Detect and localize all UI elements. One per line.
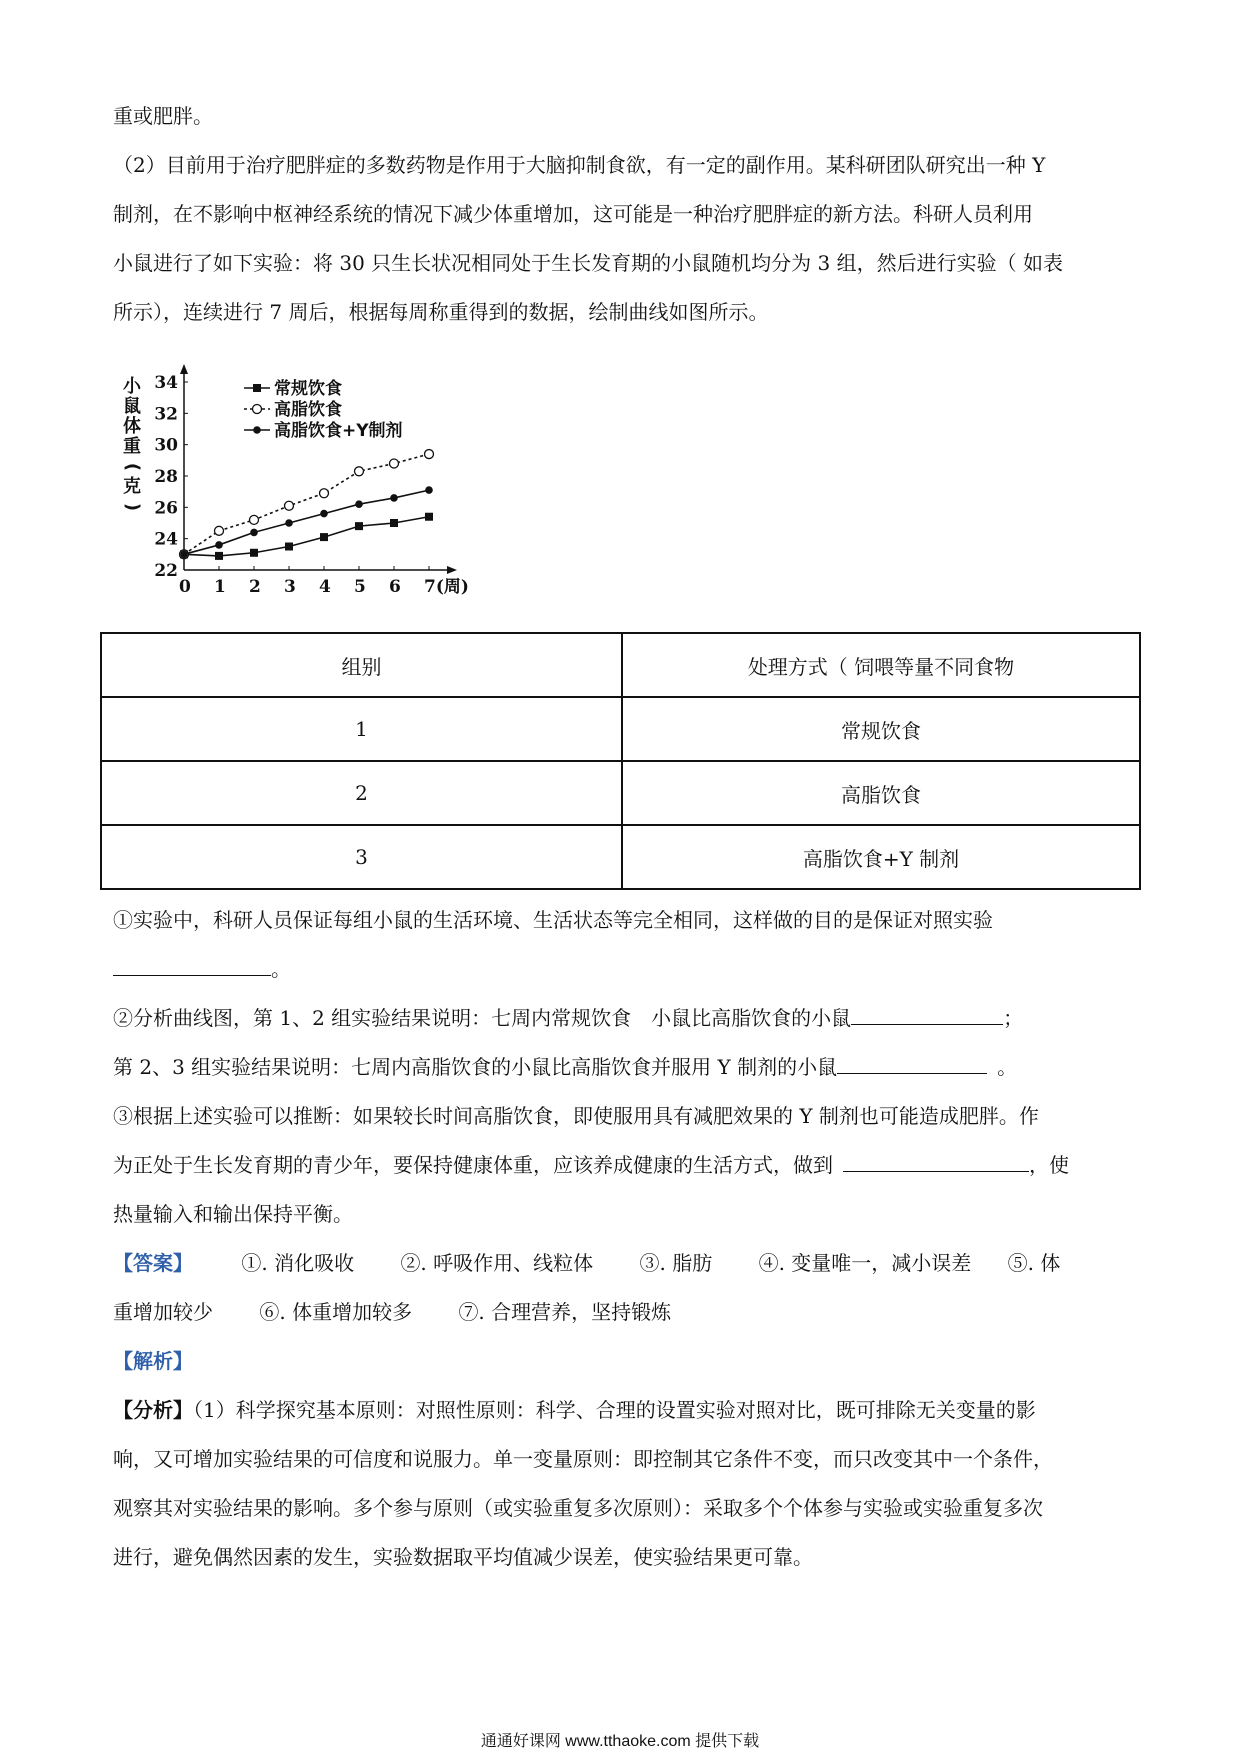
- data-point: [425, 486, 433, 494]
- data-point: [253, 384, 261, 392]
- series-line: [184, 454, 429, 554]
- answer-blank[interactable]: [113, 953, 271, 976]
- analysis-subtag: 【分析】: [113, 1398, 193, 1422]
- data-point: [390, 519, 398, 527]
- y-tick-label: 24: [154, 529, 178, 550]
- answer-item: ⑦. 合理营养，坚持锻炼: [458, 1300, 672, 1324]
- x-tick-label: 0: [179, 577, 191, 597]
- legend-label: 高脂饮食: [274, 400, 342, 420]
- answer-tag: 【答案】: [113, 1251, 193, 1275]
- analysis-line: [113, 1386, 1129, 1435]
- data-point: [320, 533, 328, 541]
- table-cell: 高脂饮食: [622, 761, 1140, 825]
- data-point: [215, 552, 223, 560]
- y-axis-label-char: ): [122, 502, 143, 512]
- data-point: [285, 543, 293, 551]
- y-tick-label: 34: [154, 373, 178, 393]
- y-tick-label: 28: [154, 467, 178, 487]
- y-axis-label-char: 重: [123, 436, 141, 457]
- answer-item: ②. 呼吸作用、线粒体: [400, 1251, 594, 1275]
- data-point: [355, 522, 363, 530]
- table-cell: 1: [101, 697, 622, 761]
- y-tick-label: 30: [154, 435, 178, 456]
- table-cell: 高脂饮食+Y 制剂: [622, 825, 1140, 889]
- answer-blank[interactable]: [843, 1149, 1029, 1172]
- table-row: [101, 697, 1140, 761]
- y-tick-label: 22: [154, 561, 178, 581]
- data-point: [425, 450, 434, 459]
- data-point: [390, 459, 399, 468]
- answer-line: [113, 1239, 1129, 1288]
- answer-item: ⑤. 体: [1007, 1251, 1061, 1275]
- data-point: [253, 426, 261, 434]
- punctuation: ，使: [1029, 1153, 1069, 1177]
- y-axis-label-char: 体: [123, 416, 141, 437]
- y-axis-label-char: (: [122, 462, 143, 472]
- data-point: [250, 529, 258, 537]
- data-point: [285, 501, 294, 510]
- table-header-cell: 组别: [101, 633, 622, 697]
- y-axis-label-char: 克: [123, 476, 141, 497]
- y-tick-label: 26: [154, 498, 178, 519]
- question-text: 为正处于生长发育期的青少年，要保持健康体重，应该养成健康的生活方式，做到: [113, 1153, 833, 1177]
- data-point: [250, 549, 258, 557]
- weight-line-chart: [118, 360, 478, 615]
- answer-blank[interactable]: [851, 1002, 1003, 1025]
- question-line: [113, 1141, 1129, 1190]
- answer-item: ①. 消化吸收: [241, 1251, 355, 1275]
- answer-item: ④. 变量唯一，减小误差: [758, 1251, 972, 1275]
- table-cell: 2: [101, 761, 622, 825]
- question-line: ①实验中，科研人员保证每组小鼠的生活环境、生活状态等完全相同，这样做的目的是保证对照实验: [113, 908, 993, 932]
- experiment-table: [100, 632, 1141, 890]
- text-line: 小鼠进行了如下实验：将 30 只生长状况相同处于生长发育期的小鼠随机均分为 3 组，然后进行实验（ 如表: [113, 251, 1063, 275]
- analysis-text: （1）科学探究基本原则：对照性原则：科学、合理的设置实验对照对比，既可排除无关变量的影: [193, 1398, 1036, 1422]
- x-tick-label: 2: [249, 577, 261, 597]
- answer-blank[interactable]: [837, 1051, 987, 1074]
- x-tick-label: 7(周): [424, 577, 469, 597]
- answer-item: 重增加较少: [113, 1300, 213, 1324]
- analysis-line: 观察其对实验结果的影响。多个参与原则（或实验重复多次原则）：采取多个个体参与实验或实验重复多次: [113, 1496, 1043, 1520]
- x-tick-label: 3: [284, 577, 296, 597]
- text-line: 制剂，在不影响中枢神经系统的情况下减少体重增加，这可能是一种治疗肥胖症的新方法。科研人员利用: [113, 202, 1033, 226]
- question-text: 第 2、3 组实验结果说明：七周内高脂饮食的小鼠比高脂饮食并服用 Y 制剂的小鼠: [113, 1055, 838, 1079]
- table-row: [101, 825, 1140, 889]
- question-text: ②分析曲线图，第 1、2 组实验结果说明：七周内常规饮食 小鼠比高脂饮食的小鼠: [113, 1006, 852, 1030]
- question-line: ③根据上述实验可以推断：如果较长时间高脂饮食，即使服用具有减肥效果的 Y 制剂也可能造成肥胖。作: [113, 1104, 1039, 1128]
- table-header-cell: 处理方式（ 饲喂等量不同食物: [622, 633, 1140, 697]
- data-point: [355, 500, 363, 508]
- punctuation: 。: [271, 957, 291, 981]
- x-axis-arrow: [447, 566, 457, 574]
- data-point: [215, 541, 223, 549]
- table-cell: 常规饮食: [622, 697, 1140, 761]
- question-line: [113, 945, 1129, 994]
- y-axis-label-char: 小: [123, 376, 141, 397]
- text-line: 所示），连续进行 7 周后，根据每周称重得到的数据，绘制曲线如图所示。: [113, 300, 769, 324]
- punctuation: 。: [997, 1055, 1018, 1079]
- legend-label: 常规饮食: [274, 379, 342, 399]
- page-footer: 通通好课网 www.tthaoke.com 提供下载: [480, 1733, 760, 1750]
- data-point: [253, 405, 262, 414]
- data-point: [320, 510, 328, 518]
- data-point: [285, 519, 293, 527]
- analysis-line: 进行，避免偶然因素的发生，实验数据取平均值减少误差，使实验结果更可靠。: [113, 1545, 813, 1569]
- question-line: [113, 1043, 1129, 1092]
- y-axis-label-char: 鼠: [123, 396, 141, 417]
- analysis-tag: 【解析】: [113, 1349, 193, 1373]
- x-tick-label: 6: [389, 577, 401, 597]
- answer-item: ③. 脂肪: [639, 1251, 713, 1275]
- analysis-line: 响，又可增加实验结果的可信度和说服力。单一变量原则：即控制其它条件不变，而只改变其中一个条件，: [113, 1447, 1053, 1471]
- text-line: 重或肥胖。: [113, 104, 213, 128]
- x-tick-label: 5: [354, 577, 366, 597]
- text-line: （2）目前用于治疗肥胖症的多数药物是作用于大脑抑制食欲，有一定的副作用。某科研团队研究出一种 Y: [113, 153, 1046, 177]
- table-row: [101, 761, 1140, 825]
- question-line: [113, 994, 1129, 1043]
- data-point: [250, 515, 259, 524]
- analysis-heading: [113, 1337, 1129, 1386]
- y-tick-label: 32: [154, 404, 178, 425]
- answer-line: [113, 1288, 1129, 1337]
- table-cell: 3: [101, 825, 622, 889]
- y-axis-arrow: [180, 364, 188, 374]
- data-point: [390, 494, 398, 502]
- punctuation: ；: [1003, 1006, 1024, 1030]
- answer-item: ⑥. 体重增加较多: [259, 1300, 413, 1324]
- legend-label: 高脂饮食+Y制剂: [274, 421, 403, 441]
- data-point: [180, 551, 188, 559]
- x-tick-label: 4: [319, 577, 331, 597]
- data-point: [425, 513, 433, 521]
- data-point: [320, 489, 329, 498]
- data-point: [215, 526, 224, 535]
- data-point: [355, 467, 364, 476]
- table-header-row: [101, 633, 1140, 697]
- question-line: 热量输入和输出保持平衡。: [113, 1202, 353, 1226]
- x-tick-label: 1: [214, 577, 226, 597]
